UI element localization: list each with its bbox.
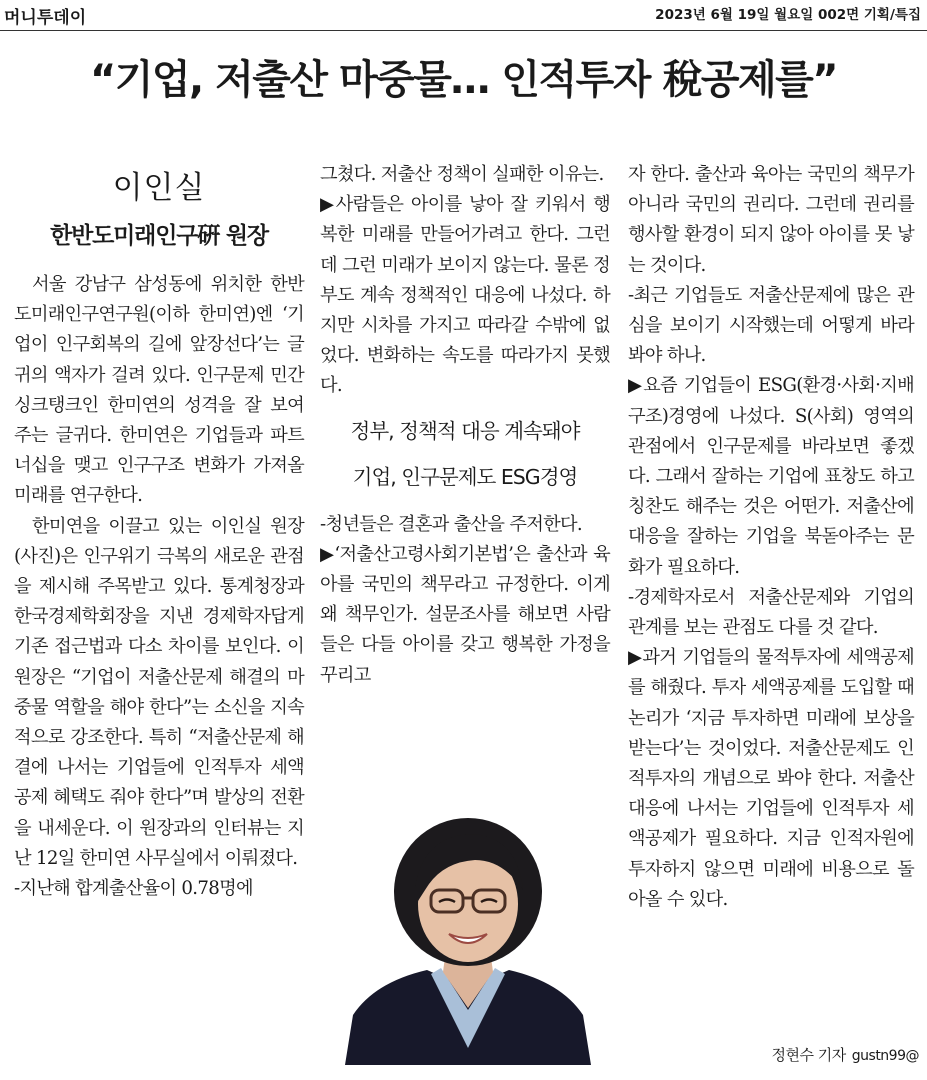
answer: ▶사람들은 아이를 낳아 잘 키워서 행복한 미래를 만들어가려고 한다. 그런데 그런 미래가 보이지 않는다. 물론 정부도 계속 정책적인 대응에 나섰다. 하지만 시차를 가지고 따라갈 수밖에 없었다. 변화하는 속도를 따라가지 못했다.: [320, 194, 610, 397]
answer: 자 한다. 출산과 육아는 국민의 책무가 아니라 국민의 권리다. 그런데 권리를 행사할 환경이 되지 않아 아이를 못 낳는 것이다.: [628, 164, 914, 276]
issue-date-section: 2023년 6월 19일 월요일 002면 기획/특집: [655, 7, 921, 23]
answer: ▶요즘 기업들이 ESG(환경·사회·지배구조)경영에 나섰다. S(사회) 영역의 관점에서 인구문제를 바라보면 좋겠다. 그래서 잘하는 기업에 표창도 하고 칭찬도 해주는 것은 어떤가. 저출산에 대응을 잘하는 기업을 북돋아주는 문화가 필요하다.: [628, 375, 914, 578]
paragraph: 서울 강남구 삼성동에 위치한 한반도미래인구연구원(이하 한미연)엔 ‘기업이 인구회복의 길에 앞장선다’는 글귀의 액자가 걸려 있다. 인구문제 민간 싱크탱크인 한미연의 성격을 잘 보여주는 글귀다. 한미연은 기업들과 파트너십을 맺고 인구구조 변화가 가져올 미래를 연구한다.: [14, 274, 304, 507]
answer: ▶과거 기업들의 물적투자에 세액공제를 해줬다. 투자 세액공제를 도입할 때 논리가 ‘지금 투자하면 미래에 보상을 받는다’는 것이었다. 저출산문제도 인적투자의 개념으로 봐야 한다. 저출산 대응에 나서는 기업들에 인적투자 세액공제가 필요하다. 지금 인적자원에 투자하지 않으면 미래에 비용으로 돌아올 수 있다.: [628, 647, 914, 910]
reporter-email: gustn99@: [851, 1048, 919, 1064]
paragraph: 한미연을 이끌고 있는 이인실 원장(사진)은 인구위기 극복의 새로운 관점을 제시해 주목받고 있다. 통계청장과 한국경제학회장을 지낸 경제학자답게 기존 접근법과 다소 차이를 보인다. 이 원장은 “기업이 저출산문제 해결의 마중물 역할을 해야 한다”는 소신을 지속적으로 강조한다. 특히 “저출산문제 해결에 나서는 기업들에 인적투자 세액공제 혜택도 줘야 한다”며 발상의 전환을 내세운다. 이 원장과의 인터뷰는 지난 12일 한미연 사무실에서 이뤄졌다.: [14, 515, 304, 869]
article-column-2: [320, 160, 610, 691]
question: -지난해 합계출산율이 0.78명에: [14, 878, 253, 900]
page-header: [0, 0, 927, 31]
subheading-line: 정부, 정책적 대응 계속돼야: [350, 418, 580, 443]
article-column-1: [14, 160, 304, 904]
byline: [772, 1044, 919, 1065]
newspaper-brand: 머니투데이: [4, 8, 87, 28]
portrait-image: [345, 810, 591, 1065]
answer: ▶‘저출산고령사회기본법’은 출산과 육아를 국민의 책무라고 규정한다. 이게 왜 책무인가. 설문조사를 해보면 사람들은 다들 아이를 갖고 행복한 가정을 꾸리고: [320, 543, 610, 686]
interviewee-photo: [345, 810, 591, 1065]
subheading-line: 기업, 인구문제도 ESG경영: [352, 464, 578, 489]
interviewee-title: 한반도미래인구硏 원장: [50, 223, 268, 249]
paragraph: 그쳤다. 저출산 정책이 실패한 이유는.: [320, 164, 604, 185]
reporter-name: 정현수 기자: [771, 1046, 846, 1064]
question: -최근 기업들도 저출산문제에 많은 관심을 보이기 시작했는데 어떻게 바라봐야 하나.: [628, 284, 914, 367]
question: -경제학자로서 저출산문제와 기업의 관계를 보는 관점도 다를 것 같다.: [628, 586, 914, 639]
question: -청년들은 결혼과 출산을 주저한다.: [320, 513, 582, 535]
interviewee-name: 이인실: [112, 170, 206, 206]
subheading: [320, 408, 610, 500]
article-column-3: [628, 160, 914, 915]
article-headline: “기업, 저출산 마중물… 인적투자 稅공제를”: [89, 57, 838, 103]
